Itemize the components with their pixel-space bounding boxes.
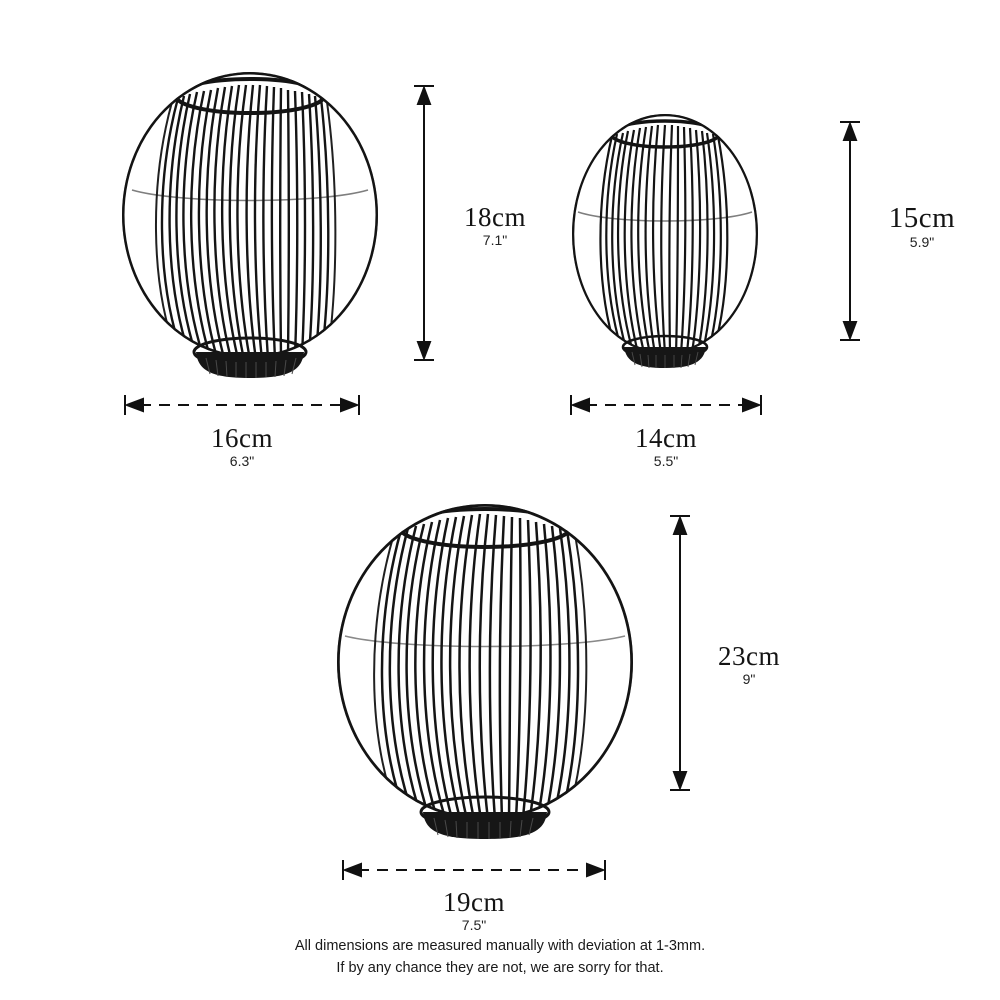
dimension-height-lantern-medium xyxy=(412,82,436,364)
label-height-lantern-medium: 18cm 7.1" xyxy=(464,202,526,249)
label-width-lantern-small: 14cm 5.5" xyxy=(635,423,697,470)
dimension-width-lantern-small xyxy=(566,393,766,417)
product-lantern-small xyxy=(570,112,760,370)
label-height-lantern-large: 23cm 9" xyxy=(718,641,780,688)
label-height-lantern-small: 15cm 5.9" xyxy=(888,202,956,251)
product-lantern-large xyxy=(335,500,635,840)
footnote xyxy=(0,935,1000,980)
dimension-height-lantern-small xyxy=(838,118,862,344)
footnote-line-2: If by any chance they are not, we are sorry for that. xyxy=(336,960,664,977)
label-width-lantern-large: 19cm 7.5" xyxy=(443,887,505,934)
product-lantern-medium xyxy=(120,70,380,380)
label-width-lantern-medium: 16cm 6.3" xyxy=(211,423,273,470)
dimension-width-lantern-medium xyxy=(120,393,364,417)
footnote-line-1: All dimensions are measured manually with deviation at 1-3mm. xyxy=(294,938,706,954)
dimension-width-lantern-large xyxy=(338,858,610,882)
dimension-height-lantern-large xyxy=(668,512,692,794)
